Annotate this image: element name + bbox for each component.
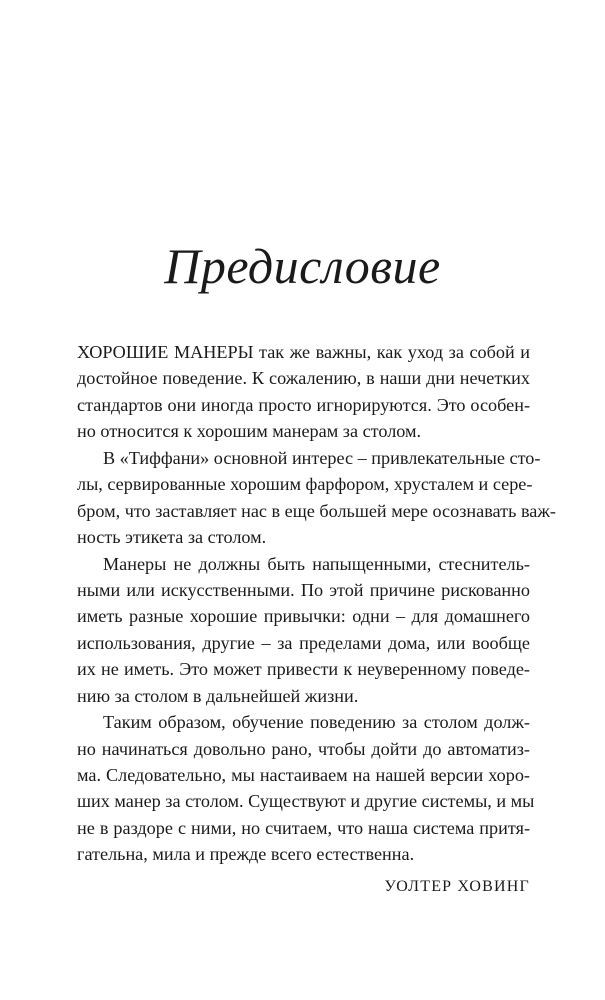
text-line: стандартов они иногда просто игнорируются. Это особен- bbox=[77, 394, 530, 415]
text-line: лы, сервированные хорошим фарфором, хрусталем и сере- bbox=[77, 474, 533, 495]
paragraph-3 bbox=[77, 551, 530, 710]
text-line: но начинаться довольно рано, чтобы дойти до автоматиз- bbox=[77, 738, 530, 759]
text-line: гательна, мила и прежде всего естественна. bbox=[77, 844, 415, 865]
text-line: бром, что заставляет нас в еще большей мере осознавать важ- bbox=[77, 500, 556, 521]
text-line: В «Тиффани» основной интерес – привлекательные сто- bbox=[103, 447, 541, 468]
text-line: не в раздоре с ними, но считаем, что наша система притя- bbox=[77, 817, 530, 838]
author-signature: УОЛТЕР ХОВИНГ bbox=[384, 878, 530, 895]
text-line: достойное поведение. К сожалению, в наши дни нечетких bbox=[77, 368, 530, 389]
text-line: их не иметь. Это может привести к неуверенному поведе- bbox=[77, 659, 530, 680]
paragraph-2 bbox=[77, 445, 556, 551]
paragraph-4 bbox=[77, 709, 535, 868]
text-line: но относится к хорошим манерам за столом. bbox=[77, 421, 422, 442]
text-line: ХОРОШИЕ МАНЕРЫ так же важны, как уход за собой и bbox=[77, 342, 530, 362]
text-line: ность этикета за столом. bbox=[77, 527, 267, 548]
text-line: ших манер за столом. Существуют и другие системы, и мы bbox=[77, 791, 535, 812]
text-line: Манеры не должны быть напыщенными, стеснитель- bbox=[103, 553, 530, 574]
text-line: использования, другие – за пределами дома, или вообще bbox=[77, 632, 530, 653]
text-line: иметь разные хорошие привычки: одни – для домашнего bbox=[77, 606, 530, 627]
text-line: ными или искусственными. По этой причине рискованно bbox=[77, 579, 530, 600]
text-line: Таким образом, обучение поведению за столом долж- bbox=[103, 712, 530, 733]
chapter-title: Предисловие bbox=[164, 238, 441, 294]
text-line: ма. Следовательно, мы настаиваем на нашей версии хоро- bbox=[77, 765, 530, 785]
preface-text bbox=[77, 339, 556, 868]
paragraph-1 bbox=[77, 339, 530, 445]
text-line: нию за столом в дальнейшей жизни. bbox=[77, 685, 359, 706]
